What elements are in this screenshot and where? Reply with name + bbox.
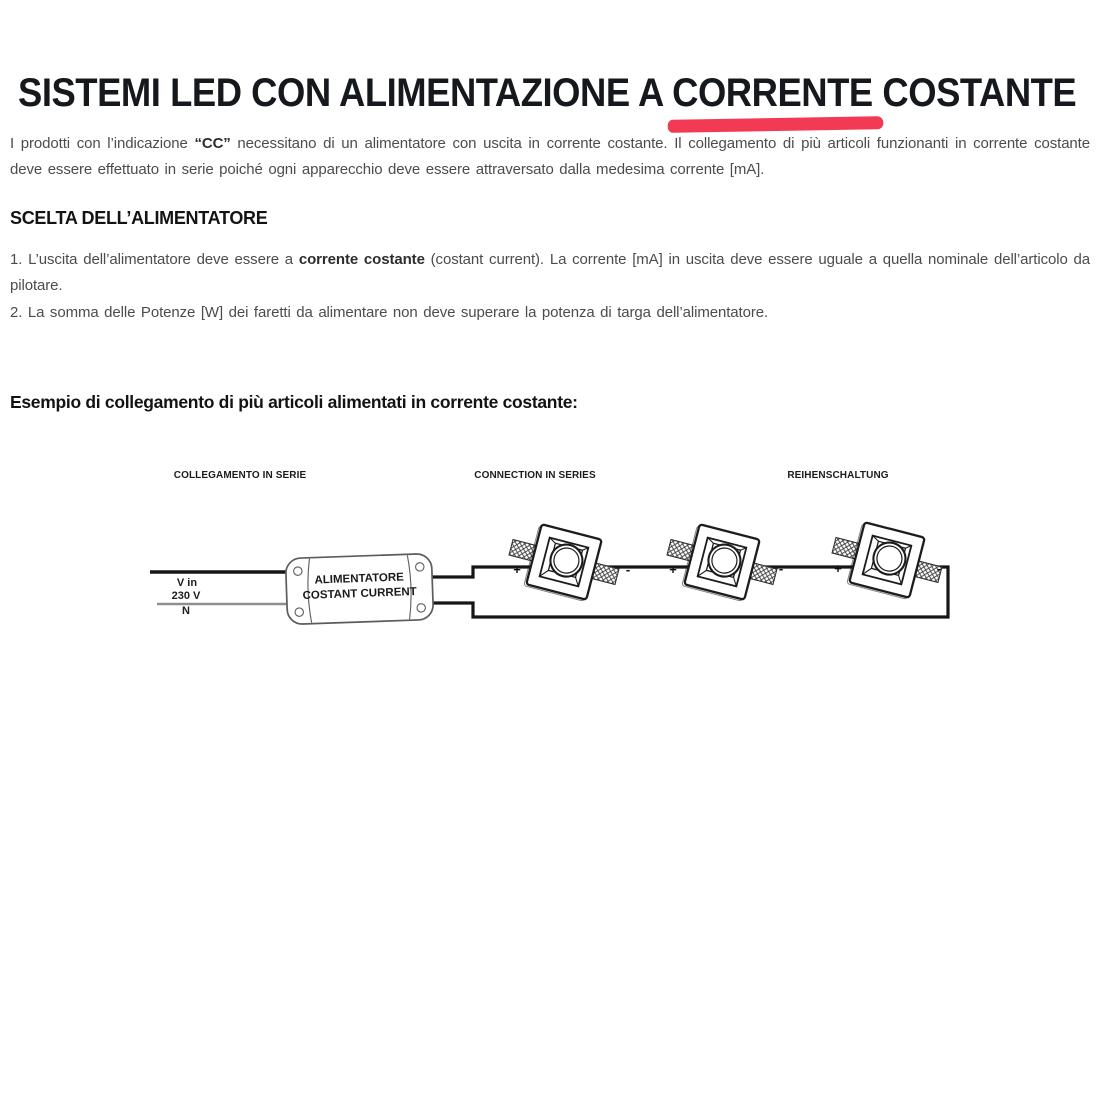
title-text-pre: SISTEMI LED CON ALIMENTAZIONE A xyxy=(18,70,673,115)
section-heading-scelta: SCELTA DELL’ALIMENTATORE xyxy=(10,207,268,228)
example-heading: Esempio di collegamento di più articoli alimentati in corrente costante: xyxy=(10,391,578,412)
minus-sign: - xyxy=(778,561,784,576)
label-collegamento-in-serie: COLLEGAMENTO IN SERIE xyxy=(173,470,307,481)
label-230v: 230 V xyxy=(171,590,201,602)
list-item-1: 1. L’uscita dell’alimentatore deve essere a corrente costante (costant current). La corrente [mA] in uscita deve essere uguale a quella nominale dell’articolo da pilotare. xyxy=(10,251,1091,294)
led-spotlight-fixture-3 xyxy=(825,516,948,606)
minus-sign: - xyxy=(936,561,942,576)
wiring-diagram xyxy=(0,455,1100,655)
driver-screw-icon xyxy=(417,604,426,613)
driver-screw-icon xyxy=(415,563,424,572)
title-text-post: COSTANTE xyxy=(872,70,1077,115)
led-spotlight-fixture-2 xyxy=(660,518,783,608)
wiring-diagram-svg xyxy=(0,455,1100,655)
led-spotlight-fixture-1 xyxy=(502,518,625,608)
driver-label-line1: ALIMENTATORE xyxy=(314,571,405,587)
list-item-2: 2. La somma delle Potenze [W] dei faretti da alimentare non deve superare la potenza di targa dell’alimentatore. xyxy=(10,304,769,321)
driver-label-line2: COSTANT CURRENT xyxy=(302,586,417,602)
driver-screw-icon xyxy=(293,567,302,576)
intro-paragraph: I prodotti con l’indicazione “CC” necessitano di un alimentatore con uscita in corrente costante. Il collegamento di più articoli funzionanti in corrente costante deve essere effettuato in serie poiché ogni apparecchio deve essere attraversato dalla medesima corrente [mA]. xyxy=(10,135,1090,178)
title-highlighted-word: CORRENTE xyxy=(672,71,873,116)
plus-sign: + xyxy=(513,562,521,577)
plus-sign: + xyxy=(834,561,842,576)
label-connection-in-series: CONNECTION IN SERIES xyxy=(474,470,596,481)
label-neutral-n: N xyxy=(182,605,190,617)
label-v-in: V in xyxy=(176,577,198,589)
driver-screw-icon xyxy=(295,608,304,617)
label-reihenschaltung: REIHENSCHALTUNG xyxy=(787,470,889,481)
driver-box xyxy=(285,553,433,624)
cc-abbreviation: “CC” xyxy=(194,135,231,152)
page-title xyxy=(18,71,1076,116)
minus-sign: - xyxy=(625,562,631,577)
corrente-costante-bold: corrente costante xyxy=(298,251,425,268)
plus-sign: + xyxy=(669,562,677,577)
